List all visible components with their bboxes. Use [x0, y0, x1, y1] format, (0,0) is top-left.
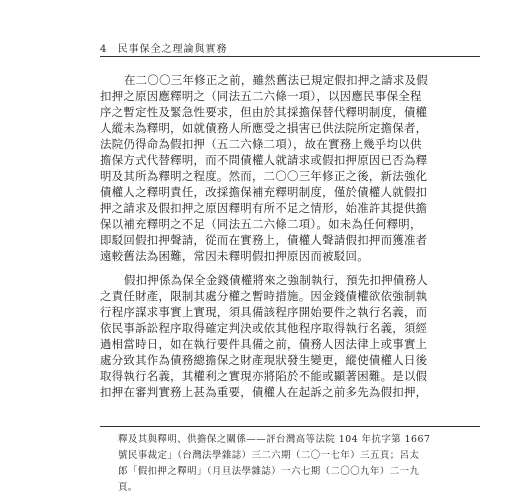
running-header [100, 40, 480, 55]
footnote-line: 郎「假扣押之釋明」（月旦法學雜誌）一六七期（二〇〇九年）二一九 [118, 466, 420, 477]
paragraph-1-line: 遠較舊法為困難，常因未釋明假扣押原因而被駁回。 [100, 249, 369, 263]
paragraph-1-line: 人縱未為釋明，如就債務人所應受之損害已供法院所定擔保者， [100, 121, 428, 135]
page-number: 4 [100, 44, 108, 55]
paragraph-1-line: 序之暫定性及緊急性要求，但由於其採擔保替代釋明制度，債權 [100, 105, 428, 119]
paragraph-2-line: 行程序謀求事實上實現，須具備該程序開始要件之執行名義，而 [100, 305, 428, 319]
paragraph-1-line: 明及其所為釋明之程度。然而，二〇〇三年修正之後，新法強化 [100, 169, 428, 183]
paragraph-2-line: 處分致其作為債務總擔保之財產現狀發生變更，縱使債權人日後 [100, 353, 428, 367]
footnote-line: 頁。 [118, 482, 138, 493]
book-title: 民事保全之理論與實務 [117, 44, 228, 55]
paragraph-1-line: 押之請求及假扣押之原因釋明有所不足之情形，始准許其提供擔 [100, 201, 428, 215]
footnote-line: 號民事裁定」（台灣法學雜誌）三二六期（二〇一七年）三五頁；呂太 [118, 450, 420, 461]
paragraph-1-line: 保以補充釋明之不足（同法五二六條二項）。如未為任何釋明， [100, 217, 422, 231]
paragraph-2-line: 依民事訴訟程序取得確定判決或依其他程序取得執行名義，須經 [100, 321, 428, 335]
paragraph-2-line: 假扣押係為保全金錢債權將來之強制執行，預先扣押債務人 [124, 273, 428, 287]
paragraph-gap [100, 264, 480, 272]
footnote-line: 釋及其與釋明、供擔保之關係——評台灣高等法院 104 年抗字第 1667 [118, 434, 431, 445]
paragraph-2-line: 過相當時日，如在執行要件具備之前，債務人因法律上或事實上 [100, 337, 428, 351]
footnote-rule [100, 426, 480, 427]
paragraph-2-line: 之責任財產，限制其處分權之暫時措施。因金錢債權欲依強制執 [100, 289, 428, 303]
paragraph-1-line: 即駁回假扣押聲請，從而在實務上，債權人聲請假扣押而獲准者 [100, 233, 428, 247]
paragraph-2-line: 取得執行名義，其權利之實現亦將陷於不能或顯著困難。是以假 [100, 369, 428, 383]
body-text [100, 72, 480, 400]
paragraph-1-line: 在二〇〇三年修正之前，雖然舊法已規定假扣押之請求及假 [124, 73, 428, 87]
paragraph-1-line: 法院仍得命為假扣押（五二六條二項），故在實務上幾乎均以供 [100, 137, 422, 151]
footnote [118, 432, 480, 496]
paragraph-1-line: 債權人之釋明責任，改採擔保補充釋明制度，僅於債權人就假扣 [100, 185, 428, 199]
paragraph-1-line: 扣押之原因應釋明之（同法五二六條一項），以因應民事保全程 [100, 89, 422, 103]
paragraph-2-line: 扣押在審判實務上甚為重要，債權人在起訴之前多先為假扣押， [100, 385, 428, 399]
paragraph-1-line: 擔保方式代替釋明，而不問債權人就請求或假扣押原因已否為釋 [100, 153, 428, 167]
header-rule [100, 56, 480, 57]
